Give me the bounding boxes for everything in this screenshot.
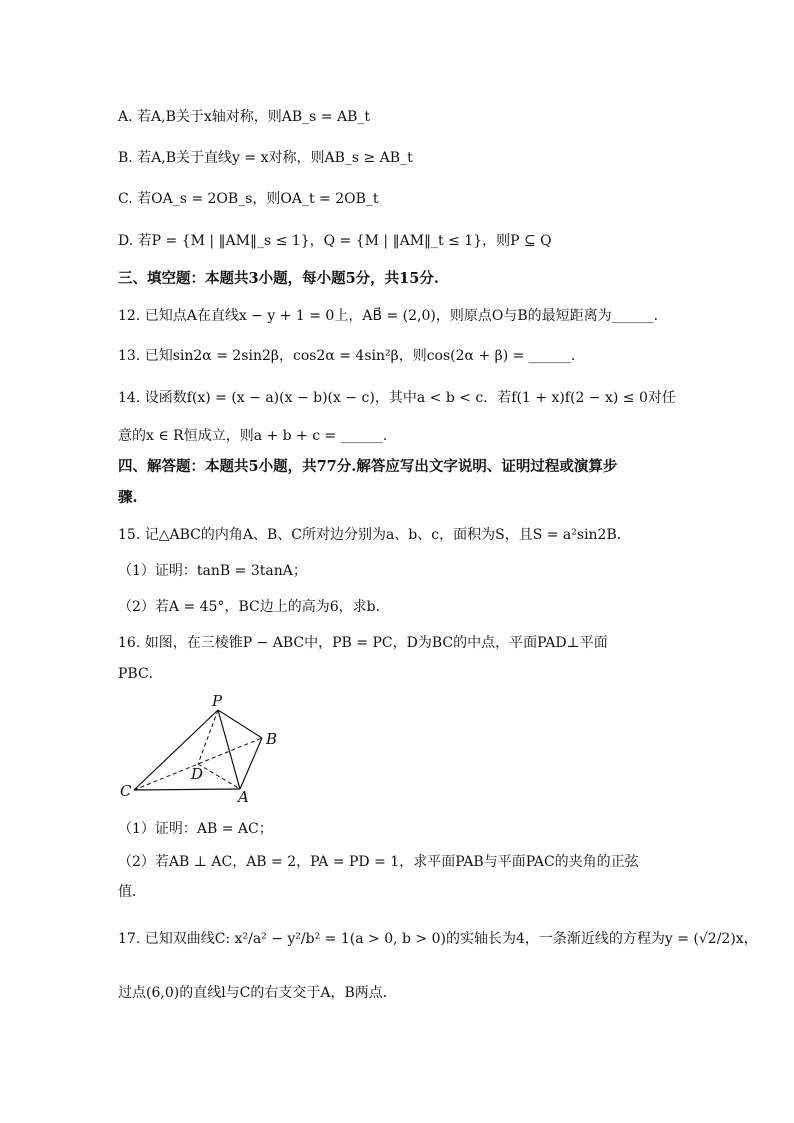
option-a: A. 若A,B关于x轴对称，则AB_s = AB_t (118, 109, 370, 125)
section-heading-answer-line2: 骤. (118, 489, 138, 506)
question-16-line2: PBC． (118, 666, 163, 682)
label-a: A (238, 788, 249, 804)
question-14-line1: 14. 设函数f(x) = (x − a)(x − b)(x − c)，其中a < b < c．若f(1 + x)f(2 − x) ≤ 0对任 (118, 390, 676, 406)
question-15-part2: （2）若A = 45°，BC边上的高为6，求b． (118, 599, 390, 615)
option-b: B. 若A,B关于直线y = x对称，则AB_s ≥ AB_t (118, 150, 413, 166)
question-14-line2: 意的x ∈ R恒成立，则a + b + c = ______. (118, 428, 388, 444)
section-heading-answer-line1: 四、解答题：本题共5小题，共77分.解答应写出文字说明、证明过程或演算步 (118, 458, 618, 475)
question-16-part2-line2: 值． (118, 884, 146, 900)
section-heading-fill-in: 三、填空题：本题共3小题，每小题5分，共15分. (118, 270, 439, 287)
question-13: 13. 已知sin2α = 2sin2β，cos2α = 4sin²β，则cos(2α + β) = ______. (118, 348, 576, 364)
edge-ab (240, 738, 262, 789)
question-16-part2-line1: （2）若AB ⊥ AC，AB = 2，PA = PD = 1，求平面PAB与平面PAC的夹角的正弦 (118, 854, 639, 870)
question-15: 15. 记△ABC的内角A、B、C所对边分别为a、b、c，面积为S，且S = a²sin2B． (118, 527, 631, 543)
question-12: 12. 已知点A在直线x − y + 1 = 0上，AB⃗ = (2,0)，则原点O与B的最短距离为______. (118, 308, 659, 324)
question-17-line1: 17. 已知双曲线C: x²/a² − y²/b² = 1(a > 0, b > 0)的实轴长为4，一条渐近线的方程为y = (√2/2)x， (118, 931, 758, 947)
question-16-line1: 16. 如图，在三棱锥P − ABC中，PB = PC，D为BC的中点，平面PAD⊥平面 (118, 635, 608, 651)
edge-ca (134, 789, 240, 790)
label-p: P (212, 694, 223, 710)
question-17-line2: 过点(6,0)的直线l与C的右支交于A，B两点． (118, 985, 397, 1001)
label-c: C (120, 782, 132, 800)
edge-pc (134, 710, 218, 790)
edge-pd-hidden (198, 710, 218, 764)
label-b: B (266, 730, 278, 748)
question-16-part1: （1）证明：AB = AC； (118, 821, 273, 837)
option-c: C. 若OA_s = 2OB_s，则OA_t = 2OB_t (118, 191, 379, 207)
label-d: D (191, 765, 204, 783)
tetrahedron-figure (116, 694, 296, 804)
option-d: D. 若P = {M | ‖AM‖_s ≤ 1}，Q = {M | ‖AM‖_t ≤ 1}，则P ⊆ Q (118, 233, 552, 249)
question-15-part1: （1）证明：tanB = 3tanA； (118, 563, 307, 579)
